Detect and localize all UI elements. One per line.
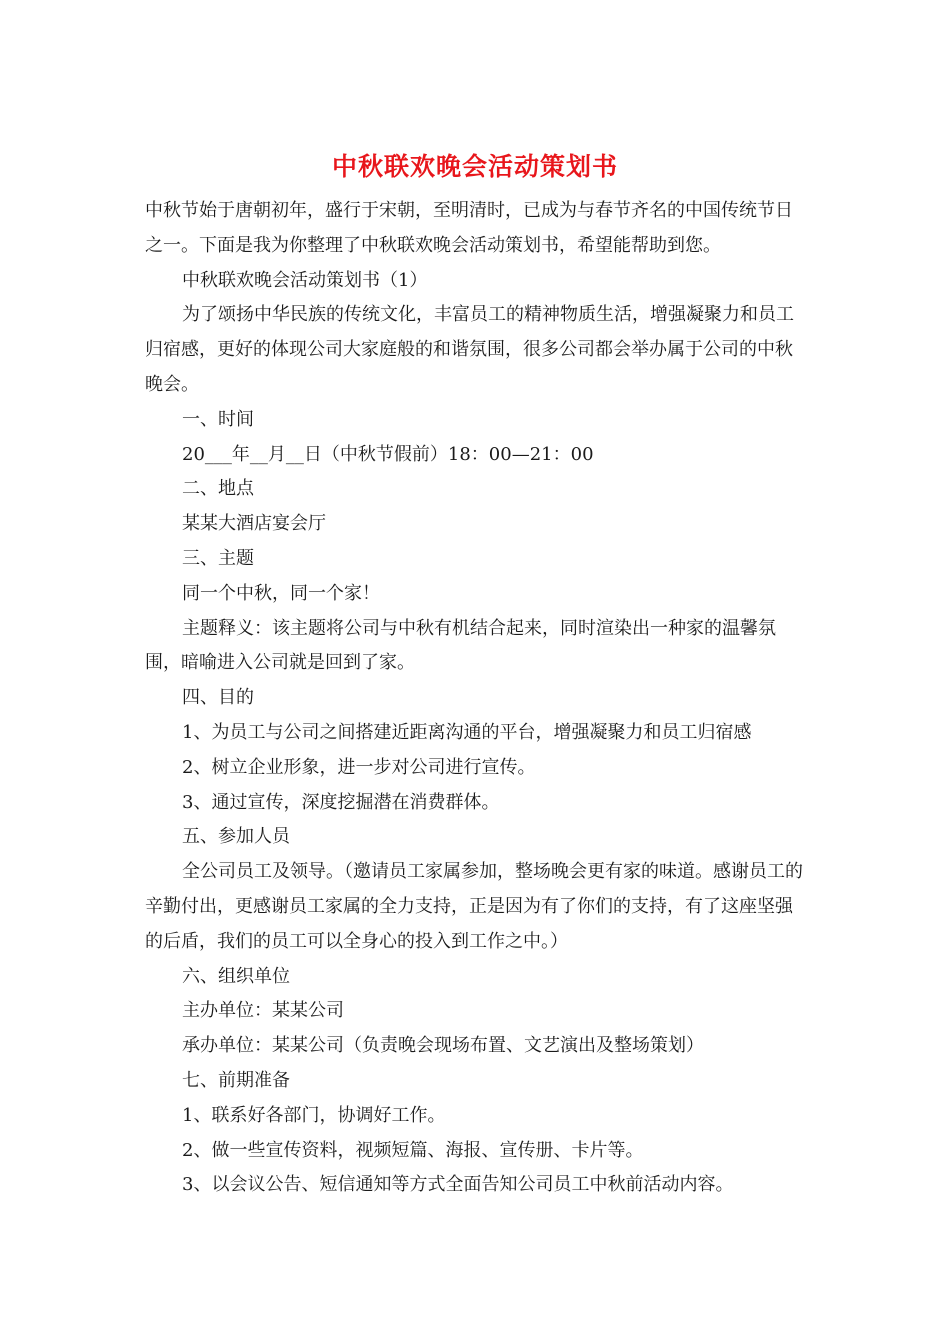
paragraph: 20___年__月__日（中秋节假前）18：00—21：00 <box>182 443 594 465</box>
paragraph: 主办单位：某某公司 <box>182 1000 344 1022</box>
paragraph: 全公司员工及领导。（邀请员工家属参加，整场晚会更有家的味道。感谢员工的辛勤付出，更感谢员工家属的全力支持，正是因为有了你们的支持，有了这座坚强的后盾，我们的员工可以全身心的投入到工作之中。） <box>145 861 803 952</box>
paragraph: 六、组织单位 <box>182 965 290 987</box>
paragraph: 承办单位：某某公司（负责晚会现场布置、文艺演出及整场策划） <box>182 1035 704 1057</box>
document-title: 中秋联欢晚会活动策划书 <box>331 152 618 181</box>
paragraph: 3、通过宣传，深度挖掘潜在消费群体。 <box>182 791 500 813</box>
paragraph: 五、参加人员 <box>182 826 290 848</box>
paragraph: 某某大酒店宴会厅 <box>182 513 326 535</box>
paragraph: 主题释义：该主题将公司与中秋有机结合起来，同时渲染出一种家的温馨氛围，暗喻进入公司就是回到了家。 <box>145 617 776 674</box>
paragraph: 同一个中秋，同一个家！ <box>182 582 380 604</box>
paragraph: 一、时间 <box>182 408 254 430</box>
paragraph: 2、做一些宣传资料，视频短篇、海报、宣传册、卡片等。 <box>182 1139 644 1161</box>
paragraph: 二、地点 <box>182 478 254 500</box>
paragraph: 3、以会议公告、短信通知等方式全面告知公司员工中秋前活动内容。 <box>182 1174 734 1196</box>
paragraph: 为了颂扬中华民族的传统文化，丰富员工的精神物质生活，增强凝聚力和员工归宿感，更好的体现公司大家庭般的和谐氛围，很多公司都会举办属于公司的中秋晚会。 <box>145 304 794 395</box>
paragraph: 七、前期准备 <box>182 1069 290 1091</box>
paragraph: 四、目的 <box>182 687 254 709</box>
paragraph: 2、树立企业形象，进一步对公司进行宣传。 <box>182 756 536 778</box>
paragraph: 三、主题 <box>182 547 254 569</box>
paragraph: 1、为员工与公司之间搭建近距离沟通的平台，增强凝聚力和员工归宿感 <box>182 721 752 743</box>
paragraph: 中秋联欢晚会活动策划书（1） <box>182 269 428 291</box>
document-body <box>145 194 805 1203</box>
paragraph: 中秋节始于唐朝初年，盛行于宋朝，至明清时，已成为与春节齐名的中国传统节日之一。下面是我为你整理了中秋联欢晚会活动策划书，希望能帮助到您。 <box>145 200 793 256</box>
paragraph: 1、联系好各部门，协调好工作。 <box>182 1104 446 1126</box>
